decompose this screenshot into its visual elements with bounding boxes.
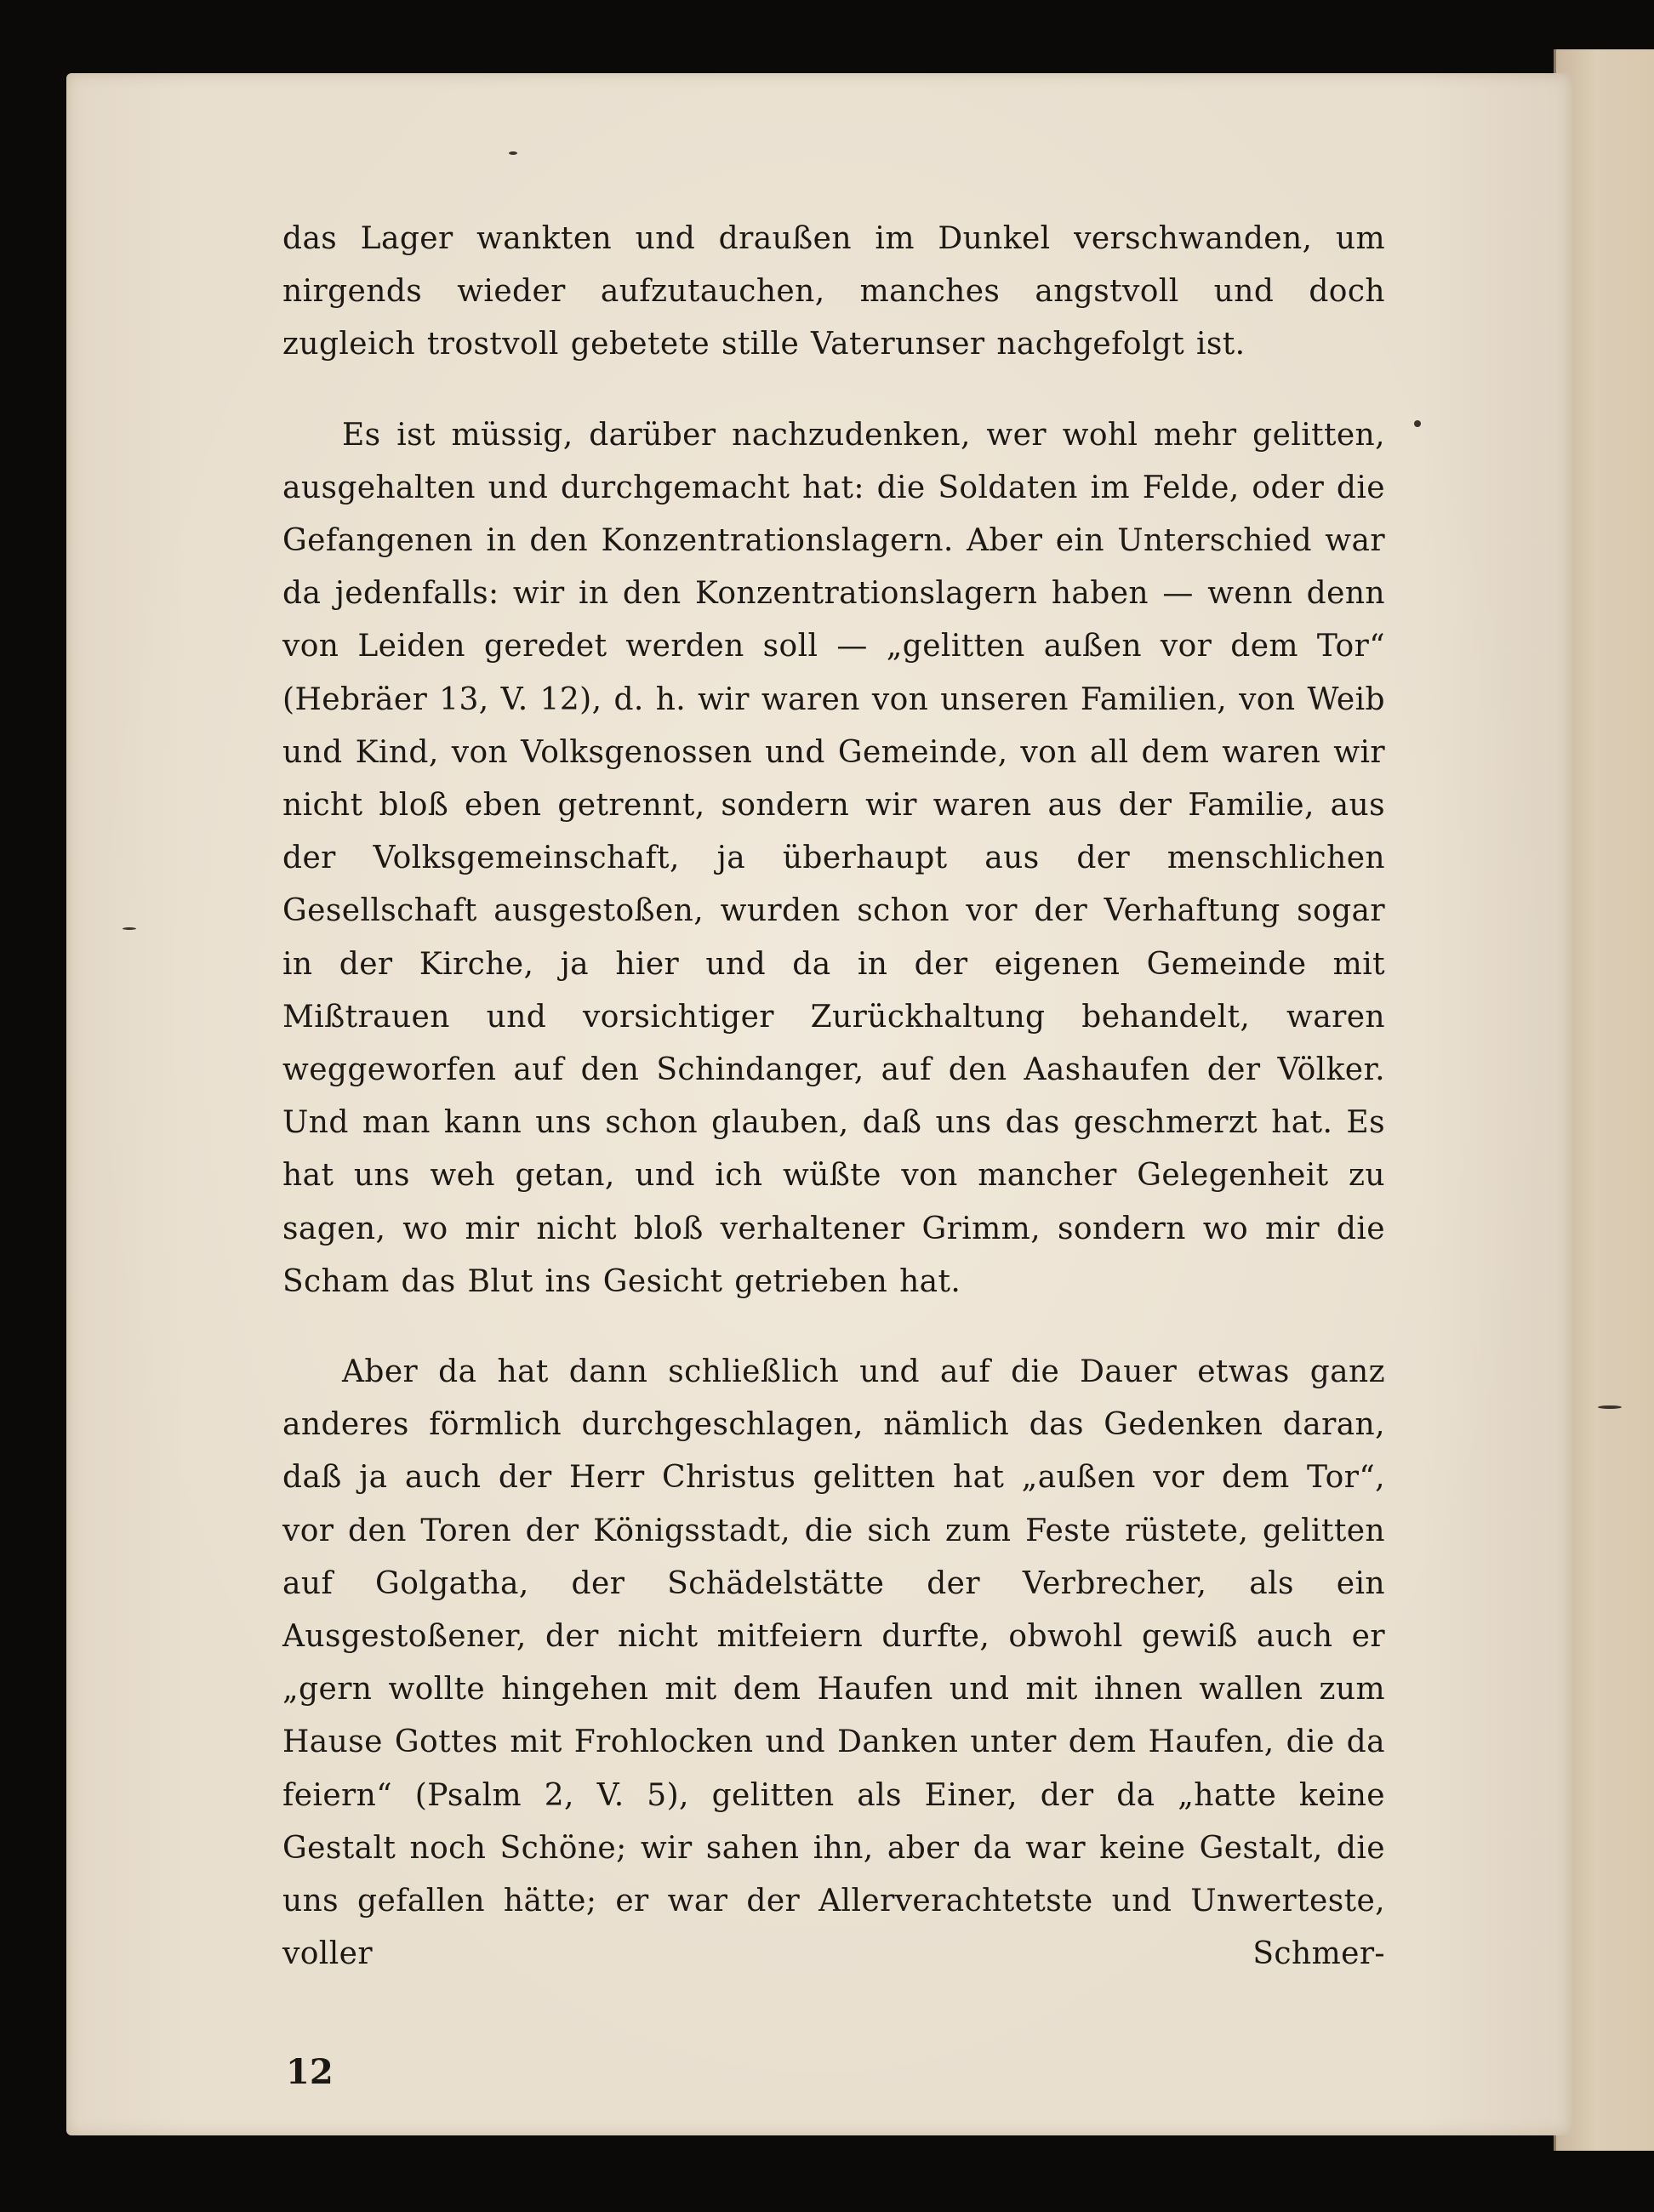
paper-speck bbox=[123, 927, 136, 930]
paper-speck bbox=[1414, 420, 1421, 427]
paragraph-2: Es ist müssig, darüber nachzudenken, wer wohl mehr gelitten, ausgehalten und durchgemacht hat: die Soldaten im Felde, oder die Gefangenen in den Konzentrationslagern. Aber ein Unterschied war da jedenfalls: wir in den Konzentrationslagern haben — wenn denn von Leiden geredet werden soll — „gelitten außen vor dem Tor“ (Hebräer 13, V. 12), d. h. wir waren von unseren Familien, von Weib und Kind, von Volksgenossen und Gemeinde, von all dem waren wir nicht bloß eben getrennt, sondern wir waren aus der Familie, aus der Volksgemeinschaft, ja überhaupt aus der menschlichen Gesellschaft ausgestoßen, wurden schon vor der Verhaftung sogar in der Kirche, ja hier und da in der eigenen Gemeinde mit Mißtrauen und vorsichtiger Zurückhaltung behandelt, waren weggeworfen auf den Schindanger, auf den Aashaufen der Völker. Und man kann uns schon glauben, daß uns das geschmerzt hat. Es hat uns weh getan, und ich wüßte von mancher Gelegenheit zu sagen, wo mir nicht bloß verhaltener Grimm, sondern wo mir die Scham das Blut ins Gesicht getrieben hat. bbox=[282, 417, 1385, 1299]
paper-speck bbox=[1598, 1405, 1622, 1409]
body-text bbox=[282, 213, 1385, 1981]
paragraph-3: Aber da hat dann schließlich und auf die Dauer etwas ganz anderes förmlich durchgeschlagen, nämlich das Gedenken daran, daß ja auch der Herr Christus gelitten hat „außen vor dem Tor“, vor den Toren der Königsstadt, die sich zum Feste rüstete, gelitten auf Golgatha, der Schädelstätte der Verbrecher, als ein Ausgestoßener, der nicht mitfeiern durfte, obwohl gewiß auch er „gern wollte hingehen mit dem Haufen und mit ihnen wallen zum Hause Gottes mit Frohlocken und Danken unter dem Haufen, die da feiern“ (Psalm 2, V. 5), gelitten als Einer, der da „hatte keine Gestalt noch Schöne; wir sahen ihn, aber da war keine Gestalt, die uns gefallen hätte; er war der Allerverachtetste und Unwerteste, voller Schmer- bbox=[282, 1354, 1385, 1972]
paragraph-1: das Lager wankten und draußen im Dunkel verschwanden, um nirgends wieder aufzutauchen, manches angstvoll und doch zugleich trostvoll gebetete stille Vaterunser nachgefolgt ist. bbox=[282, 221, 1385, 362]
page-number: 12 bbox=[286, 2052, 334, 2092]
paper-speck bbox=[509, 151, 517, 155]
